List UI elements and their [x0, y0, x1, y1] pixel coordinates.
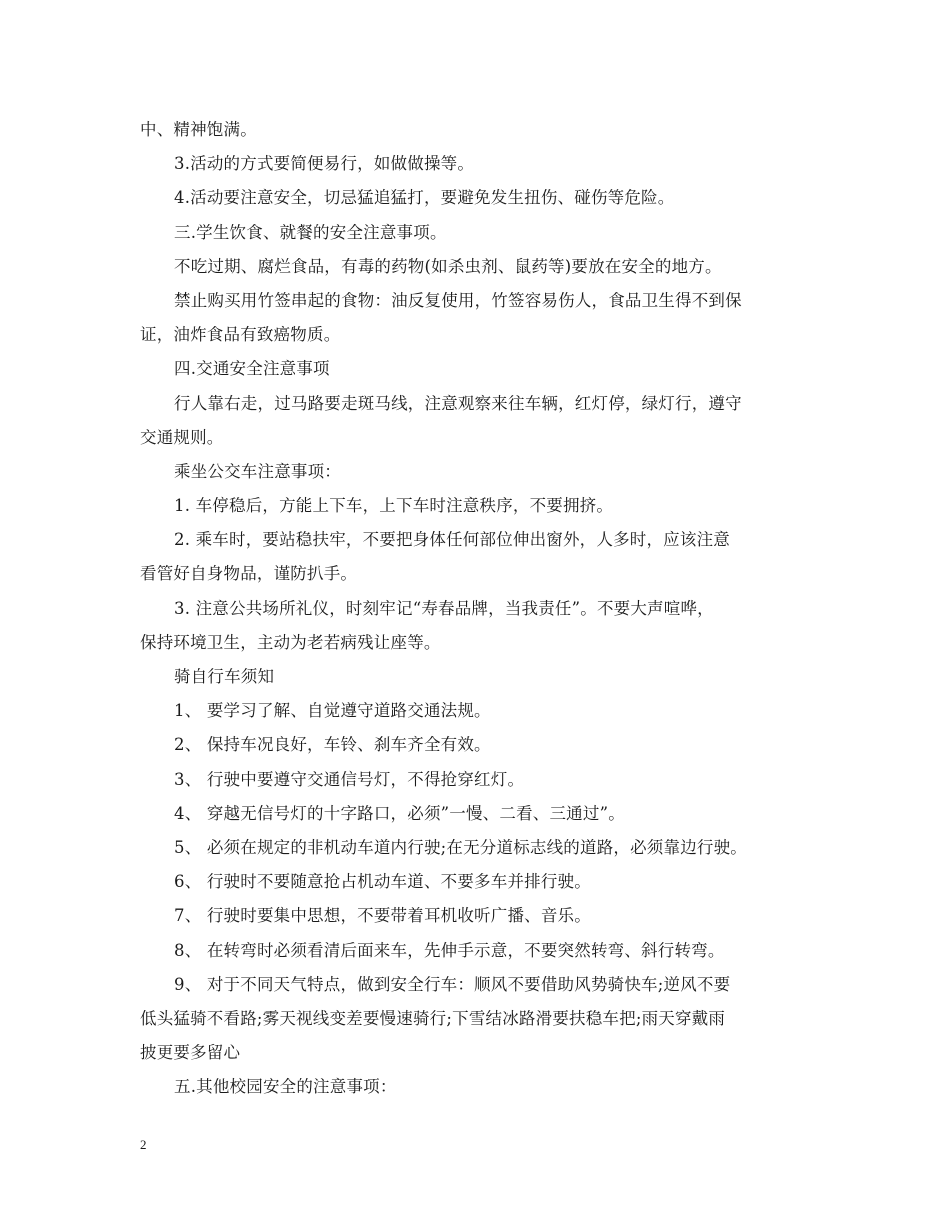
paragraph: 不吃过期、腐烂食品，有毒的药物(如杀虫剂、鼠药等)要放在安全的地方。 — [174, 256, 722, 276]
list-item-continuation: 保持环境卫生，主动为老若病残让座等。 — [140, 632, 441, 652]
list-item: 7、 行驶时要集中思想，不要带着耳机收听广播、音乐。 — [174, 906, 591, 926]
list-item-continuation: 低头猛骑不看路;雾天视线变差要慢速骑行;下雪结冰路滑要扶稳车把;雨天穿戴雨 — [140, 1008, 726, 1028]
list-item: 8、 在转弯时必须看清后面来车，先伸手示意，不要突然转弯、斜行转弯。 — [174, 940, 725, 960]
list-item-continuation: 披更要多留心 — [140, 1043, 241, 1063]
paragraph-continuation: 证，油炸食品有致癌物质。 — [140, 325, 341, 345]
list-item: 9、 对于不同天气特点，做到安全行车：顺风不要借助风势骑快车;逆风不要 — [174, 974, 731, 994]
subheading: 乘坐公交车注意事项： — [174, 461, 341, 481]
list-item: 4、 穿越无信号灯的十字路口，必须”一慢、二看、三通过”。 — [174, 803, 625, 823]
section-heading: 三.学生饮食、就餐的安全注意事项。 — [174, 222, 447, 242]
subheading: 骑自行车须知 — [174, 667, 275, 686]
list-item: 1. 车停稳后，方能上下车，上下车时注意秩序，不要拥挤。 — [174, 496, 614, 516]
list-item: 2. 乘车时，要站稳扶牢，不要把身体任何部位伸出窗外，人多时，应该注意 — [174, 530, 730, 550]
page-number: 2 — [140, 1137, 147, 1152]
list-item: 1、 要学习了解、自觉遵守道路交通法规。 — [174, 701, 491, 721]
section-heading: 四.交通安全注意事项 — [174, 359, 330, 379]
list-item: 4.活动要注意安全，切忌猛追猛打，要避免发生扭伤、碰伤等危险。 — [174, 188, 675, 208]
list-item: 6、 行驶时不要随意抢占机动车道、不要多车并排行驶。 — [174, 872, 591, 892]
document-body — [140, 113, 810, 1104]
list-item: 3.活动的方式要简便易行，如做做操等。 — [174, 154, 475, 174]
paragraph-continuation: 交通规则。 — [140, 427, 224, 447]
text-line: 中、精神饱满。 — [140, 120, 257, 139]
list-item-continuation: 看管好自身物品，谨防扒手。 — [140, 564, 358, 584]
list-item: 2、 保持车况良好，车铃、刹车齐全有效。 — [174, 735, 491, 755]
list-item: 3. 注意公共场所礼仪，时刻牢记“寿春品牌，当我责任”。不要大声喧哗， — [174, 598, 714, 618]
section-heading: 五.其他校园安全的注意事项： — [174, 1077, 397, 1097]
list-item: 5、 必须在规定的非机动车道内行驶;在无分道标志线的道路，必须靠边行驶。 — [174, 837, 748, 857]
paragraph: 禁止购买用竹签串起的食物：油反复使用，竹签容易伤人，食品卫生得不到保 — [174, 290, 742, 310]
list-item: 3、 行驶中要遵守交通信号灯，不得抢穿红灯。 — [174, 769, 525, 789]
paragraph: 行人靠右走，过马路要走斑马线，注意观察来往车辆，红灯停，绿灯行，遵守 — [174, 393, 742, 413]
